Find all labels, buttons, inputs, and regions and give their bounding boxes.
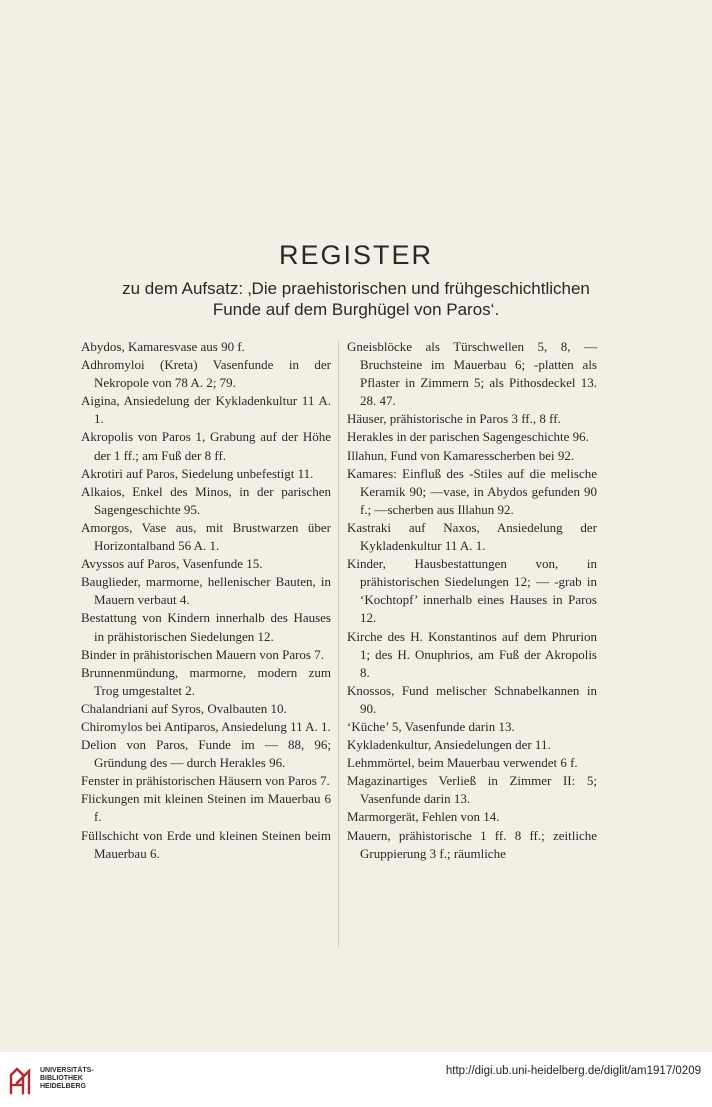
index-entry: Akropolis von Paros 1, Grabung auf der Höhe der 1 ff.; am Fuß der 8 ff. bbox=[81, 429, 331, 463]
index-entry: Häuser, prähistorische in Paros 3 ff., 8 ff. bbox=[347, 411, 561, 427]
index-entry: Chiromylos bei Antiparos, Ansiedelung 11 A. 1. bbox=[81, 718, 331, 734]
index-entry: Herakles in der parischen Sagengeschichte 96. bbox=[347, 429, 589, 445]
index-entry: Lehmmörtel, beim Mauerbau verwendet 6 f. bbox=[347, 755, 578, 771]
index-entry: Kamares: Einfluß des -Stiles auf die melische Keramik 90; —vase, in Abydos gefunden 90 f.; —scherben aus Illahun 92. bbox=[347, 465, 597, 517]
index-entry: Mauern, prähistorische 1 ff. 8 ff.; zeitliche Gruppierung 3 f.; räumliche bbox=[347, 827, 597, 861]
library-name-line: HEIDELBERG bbox=[40, 1083, 86, 1090]
index-entry: ‘Küche’ 5, Vasenfunde darin 13. bbox=[347, 718, 515, 734]
right-column bbox=[347, 338, 597, 863]
library-name-line: UNIVERSITÄTS- bbox=[40, 1067, 94, 1074]
index-entry: Füllschicht von Erde und kleinen Steinen beim Mauerbau 6. bbox=[81, 827, 331, 861]
index-entry: Avyssos auf Paros, Vasenfunde 15. bbox=[81, 556, 263, 572]
column-divider bbox=[338, 340, 339, 948]
index-entry: Amorgos, Vase aus, mit Brustwarzen über Horizontalband 56 A. 1. bbox=[81, 519, 331, 554]
index-entry: Bestattung von Kindern innerhalb des Hauses in prähistorischen Siedelungen 12. bbox=[81, 610, 331, 644]
subtitle-line-2: Funde auf dem Burghügel von Paros‘. bbox=[212, 300, 500, 319]
index-entry: Illahun, Fund von Kamaresscherben bei 92. bbox=[347, 447, 575, 463]
index-entry: Magazinartiges Verließ in Zimmer II: 5; Vasenfunde darin 13. bbox=[347, 773, 597, 807]
index-entry: Gneisblöcke als Türschwellen 5, 8, — Bruchsteine im Mauerbau 6; -platten als Pflaster in Zimmern 5; als Pithosdeckel 13. 28. 47. bbox=[347, 339, 597, 409]
page-subtitle bbox=[60, 278, 652, 320]
index-entry: Kinder, Hausbestattungen von, in prähistorischen Siedelungen 12; — -grab in ‘Kochtopf’ innerhalb eines Hauses in Paros 12. bbox=[347, 556, 597, 626]
index-entry: Kirche des H. Konstantinos auf dem Phrurion 1; des H. Onuphrios, am Fuß der Akropolis 8. bbox=[347, 628, 597, 680]
index-entry: Chalandriani auf Syros, Ovalbauten 10. bbox=[81, 700, 287, 716]
university-library-logo-icon bbox=[7, 1063, 35, 1099]
index-entry: Kykladenkultur, Ansiedelungen der 11. bbox=[347, 737, 551, 753]
index-entry: Knossos, Fund melischer Schnabelkannen in 90. bbox=[347, 682, 597, 716]
left-column bbox=[81, 338, 331, 863]
index-entry: Aigina, Ansiedelung der Kykladenkultur 11 A. 1. bbox=[81, 393, 331, 427]
subtitle-line-1: zu dem Aufsatz: ‚Die praehistorischen und frühgeschichtlichen bbox=[122, 279, 590, 298]
index-entry: Kastraki auf Naxos, Ansiedelung der Kykladenkultur 11 A. 1. bbox=[347, 519, 597, 554]
index-entry: Alkaios, Enkel des Minos, in der parischen Sagengeschichte 95. bbox=[81, 483, 331, 517]
index-entry: Binder in prähistorischen Mauern von Paros 7. bbox=[81, 646, 324, 662]
index-entry: Akrotiri auf Paros, Siedelung unbefestigt 11. bbox=[81, 465, 314, 481]
index-entry: Delion von Paros, Funde im — 88, 96; Gründung des — durch Herakles 96. bbox=[81, 737, 331, 771]
index-entry: Marmorgerät, Fehlen von 14. bbox=[347, 809, 500, 825]
index-entry: Bauglieder, marmorne, hellenischer Bauten, in Mauern verbaut 4. bbox=[81, 574, 331, 608]
index-entry: Adhromyloi (Kreta) Vasenfunde in der Nekropole von 78 A. 2; 79. bbox=[81, 357, 331, 391]
index-entry: Brunnenmündung, marmorne, modern zum Trog umgestaltet 2. bbox=[81, 664, 331, 698]
source-url-link[interactable]: http://digi.ub.uni-heidelberg.de/diglit/am1917/0209 bbox=[445, 1065, 701, 1077]
index-entry: Abydos, Kamaresvase aus 90 f. bbox=[81, 339, 245, 354]
library-name bbox=[40, 1067, 160, 1091]
index-entry: Fenster in prähistorischen Häusern von Paros 7. bbox=[81, 773, 330, 789]
library-name-line: BIBLIOTHEK bbox=[40, 1075, 83, 1082]
index-entry: Flickungen mit kleinen Steinen im Mauerbau 6 f. bbox=[81, 791, 331, 825]
page-title: REGISTER bbox=[278, 240, 434, 270]
